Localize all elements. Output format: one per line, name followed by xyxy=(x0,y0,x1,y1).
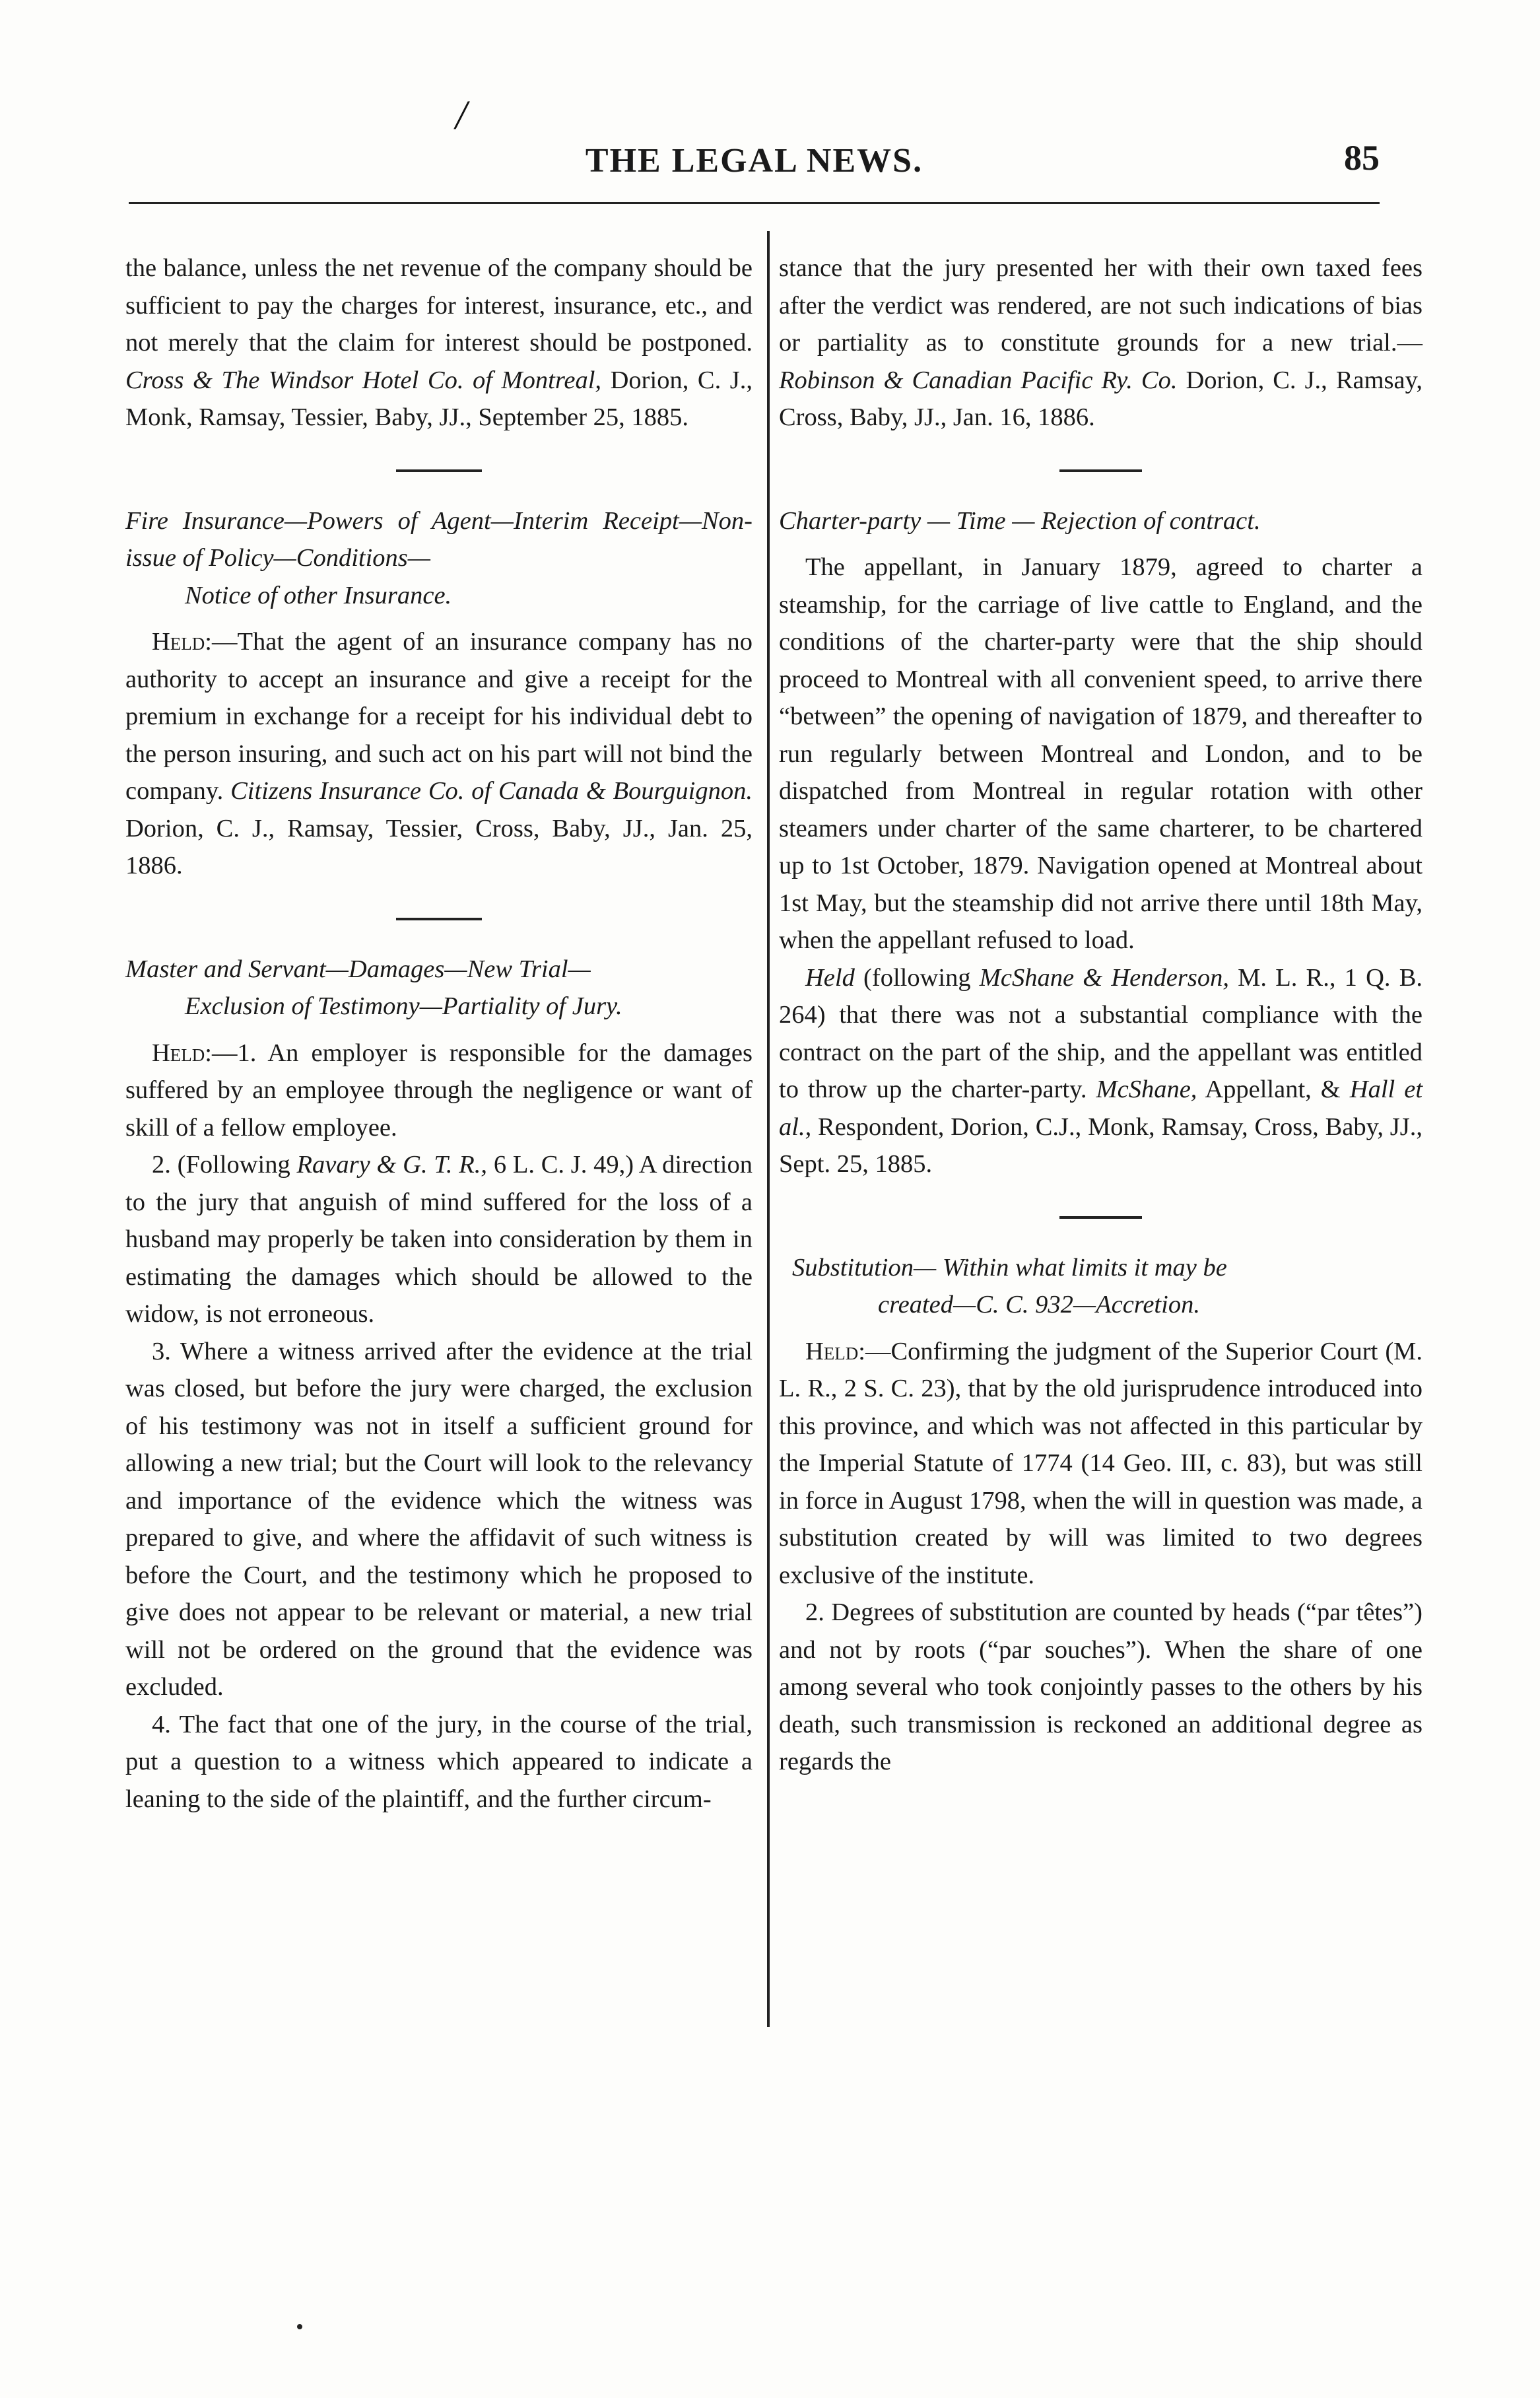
running-header xyxy=(129,129,1380,182)
left-column xyxy=(125,250,753,1818)
paragraph-text: M. L. R., 1 Q. B. 264) that there was not a substantial compliance with the contract on the part of the ship, and the appellant was entitled to throw up the charter-party. xyxy=(779,963,1423,1103)
rubric-heading-continued: Notice of other Insurance. xyxy=(185,581,452,609)
numbered-paragraph xyxy=(125,1146,753,1333)
held-paragraph xyxy=(125,623,753,885)
case-name: Robinson & Canadian Pacific Ry. Co. xyxy=(779,366,1178,394)
rubric-heading-continued: Exclusion of Testimony—Partiality of Jury. xyxy=(185,992,622,1020)
page-number: 85 xyxy=(1344,138,1380,178)
case-name: Cross & The Windsor Hotel Co. of Montreal, xyxy=(125,366,602,394)
case-name: Hall et al., xyxy=(779,1076,1423,1141)
case-name: McShane & Henderson, xyxy=(979,963,1229,992)
section-separator xyxy=(396,469,482,472)
running-title: THE LEGAL NEWS. xyxy=(585,142,923,180)
header-rule xyxy=(129,202,1380,204)
paragraph-continued xyxy=(125,250,753,436)
rubric-heading xyxy=(125,951,753,988)
court-citation: Respondent, Dorion, C.J., Monk, Ramsay, Cross, Baby, JJ., Sept. 25, 1885. xyxy=(779,1113,1423,1178)
rubric-heading xyxy=(125,502,753,577)
rubric-heading-line: Master and Servant—Damages—New Trial— xyxy=(125,955,591,983)
held-text: :—That the agent of an insurance company has no authority to accept an insurance and give a receipt for the premium in exchange for a receipt for his individual debt to the person insuring, and such act on his part will not bind the company. xyxy=(125,628,753,805)
held-paragraph xyxy=(779,959,1423,1183)
paragraph-text: Appellant, & xyxy=(1205,1076,1341,1103)
held-paragraph xyxy=(779,1333,1423,1594)
held-label: Held xyxy=(805,963,855,992)
rubric-heading-line: Fire Insurance—Powers of Agent—Interim Receipt—Non-issue of Policy—Conditions— xyxy=(125,506,753,572)
held-paragraph xyxy=(125,1035,753,1147)
rubric-heading: Charter-party — Time — Rejection of contract. xyxy=(779,506,1261,535)
case-name: Citizens Insurance Co. of Canada & Bourguignon. xyxy=(230,777,753,805)
right-column xyxy=(779,250,1423,1781)
section-separator xyxy=(396,918,482,920)
stray-pen-mark: / xyxy=(455,93,467,138)
held-text: :—1. An employer is responsible for the damages suffered by an employee through the negligence or want of skill of a fellow employee. xyxy=(125,1039,753,1142)
case-name: McShane, xyxy=(1096,1076,1197,1103)
held-label: Held xyxy=(152,1039,205,1067)
print-speck xyxy=(297,2324,302,2329)
paragraph-text: 2. (Following xyxy=(152,1151,290,1179)
case-name: Ravary & G. T. R., xyxy=(296,1151,488,1179)
held-text: :—Confirming the judgment of the Superior Court (M. L. R., 2 S. C. 23), that by the old jurisprudence introduced into this province, and which was not affected in this particular by the Imperial Statute of 1774 (14 Geo. III, c. 83), but was still in force in August 1798, when the will in question was made, a substitution created by will was limited to two degrees exclusive of the institute. xyxy=(779,1337,1423,1589)
court-citation: Dorion, C. J., Ramsay, Cross, Baby, JJ., Jan. 16, 1886. xyxy=(779,366,1423,431)
column-divider xyxy=(767,231,770,2027)
body-paragraph: The appellant, in January 1879, agreed to charter a steamship, for the carriage of live cattle to England, and the conditions of the charter-party were that the ship should proceed to Montreal with all convenient speed, to arrive there “between” the opening of navigation of 1879, and thereafter to run regularly between Montreal and London, and to be dispatched from Montreal in regular rotation with other steamers under charter of the same charterer, to be chartered up to 1st October, 1879. Navigation opened at Montreal about 1st May, but the steamship did not arrive there until 18th May, when the appellant refused to load. xyxy=(779,553,1423,954)
numbered-paragraph: 2. Degrees of substitution are counted by heads (“par têtes”) and not by roots (“par souches”). When the share of one among several who took conjointly passes to the others by his death, such transmission is reckoned an additional degree as regards the xyxy=(779,1598,1423,1775)
court-citation: Dorion, C. J., Ramsay, Tessier, Cross, Baby, JJ., Jan. 25, 1886. xyxy=(125,814,753,879)
held-label: Held xyxy=(152,628,205,656)
paragraph-text: 6 L. C. J. 49,) A direction to the jury that anguish of mind suffered for the loss of a husband may properly be taken into consideration by them in estimating the damages which should be allowed to the widow, is not erroneous. xyxy=(125,1151,753,1328)
numbered-paragraph: 4. The fact that one of the jury, in the course of the trial, put a question to a witness which appeared to indicate a leaning to the side of the plaintiff, and the further circum- xyxy=(125,1710,753,1813)
section-separator xyxy=(1059,469,1142,472)
section-separator xyxy=(1059,1216,1142,1219)
rubric-heading-continued: created—C. C. 932—Accretion. xyxy=(878,1291,1200,1319)
rubric-heading: Substitution— Within what limits it may be xyxy=(792,1253,1227,1282)
held-label: Held xyxy=(805,1337,859,1365)
paragraph-text: (following xyxy=(863,963,971,992)
court-citation: Dorion, C. J., Monk, Ramsay, Tessier, Baby, JJ., September 25, 1885. xyxy=(125,366,753,431)
paragraph-continued xyxy=(779,250,1423,436)
paragraph-text: the balance, unless the net revenue of the company should be sufficient to pay the charges for interest, insurance, etc., and not merely that the claim for interest should be postponed. xyxy=(125,254,753,357)
paragraph-text: stance that the jury presented her with their own taxed fees after the verdict was rendered, are not such indications of bias or partiality as to constitute grounds for a new trial.— xyxy=(779,254,1423,357)
numbered-paragraph: 3. Where a witness arrived after the evidence at the trial was closed, but before the jury were charged, the exclusion of his testimony was not in itself a sufficient ground for allowing a new trial; but the Court will look to the relevancy and importance of the evidence which the witness was prepared to give, and where the affidavit of such witness is before the Court, and the testimony which he proposed to give does not appear to be relevant or material, a new trial will not be ordered on the ground that the evidence was excluded. xyxy=(125,1337,753,1701)
